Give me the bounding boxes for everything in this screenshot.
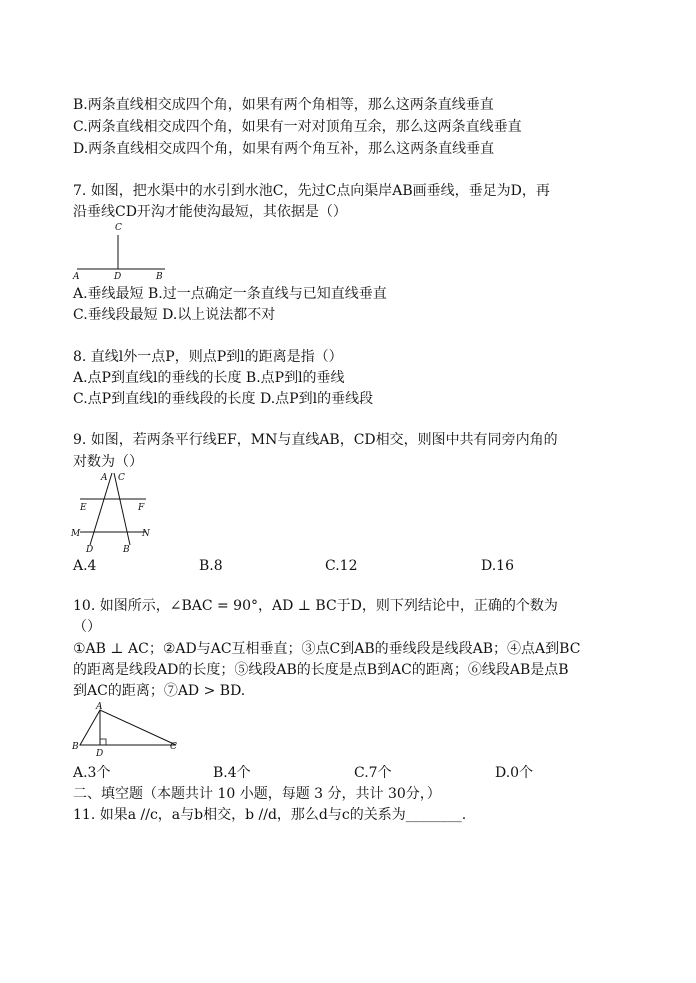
q10-body-line3: 到AC的距离；⑦AD > BD. — [73, 683, 246, 699]
q9-label-b: B — [123, 545, 130, 555]
q9-label-e: E — [80, 503, 87, 513]
q10-body-line1: ①AB ⊥ AC；②AD与AC互相垂直；③点C到AB的垂线段是线段AB；④点A到BC — [73, 641, 581, 657]
q7-label-b: B — [156, 272, 163, 282]
q8-options-line1: A.点P到直线l的垂线的长度 B.点P到l的垂线 — [73, 370, 345, 386]
q9-label-c: C — [118, 473, 125, 483]
q9-label-f: F — [138, 503, 145, 513]
q10-option-a: A.3个 — [73, 765, 111, 781]
prev-option-c: C.两条直线相交成四个角，如果有一对对顶角互余，那么这两条直线垂直 — [73, 119, 522, 135]
q10-stem-line1: 10. 如图所示，∠BAC = 90°，AD ⊥ BC于D，则下列结论中，正确的个数为 — [73, 598, 558, 614]
q7-figure — [70, 220, 170, 282]
q10-label-d: D — [96, 749, 104, 759]
q10-option-d: D.0个 — [495, 765, 534, 781]
q9-label-n: N — [142, 529, 150, 539]
q10-label-a: A — [96, 702, 103, 712]
q9-stem-line1: 9. 如图，若两条平行线EF，MN与直线AB，CD相交，则图中共有同旁内角的 — [73, 432, 558, 448]
q9-option-c: C.12 — [325, 558, 358, 574]
prev-option-d: D.两条直线相交成四个角，如果有两个角互补，那么这两条直线垂直 — [73, 141, 495, 157]
q10-figure — [70, 700, 185, 762]
q9-stem-line2: 对数为（） — [73, 454, 143, 470]
q9-option-d: D.16 — [481, 558, 514, 574]
q7-stem-line1: 7. 如图，把水渠中的水引到水池C，先过C点向渠岸AB画垂线，垂足为D，再 — [73, 183, 550, 199]
q9-option-b: B.8 — [199, 558, 223, 574]
q7-options-line2: C.垂线段最短 D.以上说法都不对 — [73, 307, 276, 323]
q7-options-line1: A.垂线最短 B.过一点确定一条直线与已知直线垂直 — [73, 286, 387, 302]
q11-text: 11. 如果a //c，a与b相交，b //d，那么d与c的关系为________. — [73, 807, 467, 823]
q9-label-m: M — [71, 529, 81, 539]
q7-label-d: D — [114, 272, 122, 282]
q8-stem: 8. 直线l外一点P，则点P到l的距离是指（） — [73, 349, 343, 365]
q10-stem-line2: （） — [73, 619, 101, 635]
prev-option-b: B.两条直线相交成四个角，如果有两个角相等，那么这两条直线垂直 — [73, 97, 494, 113]
q9-option-a: A.4 — [73, 558, 97, 574]
q10-option-b: B.4个 — [213, 765, 251, 781]
q7-label-a: A — [73, 272, 80, 282]
q9-label-a: A — [101, 473, 108, 483]
q9-label-d: D — [86, 545, 94, 555]
q10-label-b: B — [72, 742, 79, 752]
q9-figure — [70, 470, 160, 554]
q9-line-ad — [90, 473, 112, 545]
q10-triangle-abc — [80, 710, 176, 745]
q10-body-line2: 的距离是线段AD的长度；⑤线段AB的长度是点B到AC的距离；⑥线段AB是点B — [73, 662, 569, 678]
q8-options-line2: C.点P到直线l的垂线段的长度 D.点P到l的垂线段 — [73, 391, 374, 407]
q10-right-angle-mark — [100, 739, 106, 745]
section-2-heading: 二、填空题（本题共计 10 小题，每题 3 分，共计 30分，） — [73, 786, 441, 802]
q7-stem-line2: 沿垂线CD开沟才能使沟最短，其依据是（） — [73, 204, 347, 220]
q10-option-c: C.7个 — [354, 765, 392, 781]
q7-label-c: C — [115, 223, 122, 233]
q9-line-cb — [114, 473, 130, 545]
q10-label-c: C — [170, 742, 177, 752]
